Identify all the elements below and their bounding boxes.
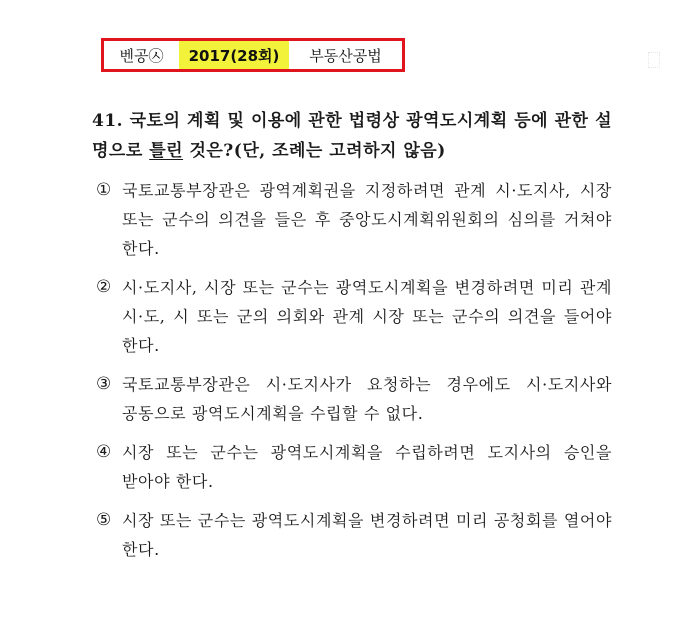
exam-header-tags [101, 38, 405, 72]
question-stem-text-after: 것은?(단, 조례는 고려하지 않음) [183, 141, 446, 161]
question-stem-text-before: 국토의 계획 및 이용에 관한 법령상 광역도시계획 등에 관한 설명으로 [92, 111, 612, 161]
choice-number: ④ [96, 442, 112, 462]
question-stem [92, 106, 612, 166]
choice-number: ③ [96, 374, 112, 394]
question-stem-underlined: 틀린 [149, 141, 184, 161]
choice-number: ⑤ [96, 510, 112, 530]
answer-choice[interactable] [92, 176, 612, 263]
choice-text: 국토교통부장관은 광역계획권을 지정하려면 관계 시·도지사, 시장 또는 군수의 의견을 들은 후 중앙도시계획위원회의 심의를 거쳐야 한다. [122, 181, 612, 258]
choice-text: 국토교통부장관은 시·도지사가 요청하는 경우에도 시·도지사와 공동으로 광역도시계획을 수립할 수 없다. [122, 375, 612, 423]
choice-text: 시·도지사, 시장 또는 군수는 광역도시계획을 변경하려면 미리 관계 시·도, 시 또는 군의 의회와 관계 시장 또는 군수의 의견을 들어야 한다. [122, 278, 612, 355]
subject-tag: 부동산공법 [289, 38, 405, 72]
exam-year-tag: 2017(28회) [179, 38, 289, 72]
scan-artifact [648, 52, 660, 68]
choice-text: 시장 또는 군수는 광역도시계획을 변경하려면 미리 공청회를 열어야 한다. [122, 511, 612, 559]
question-number: 41. [92, 111, 124, 131]
answer-choice[interactable] [92, 438, 612, 496]
question-block [92, 106, 612, 574]
answer-choice[interactable] [92, 370, 612, 428]
answer-choice[interactable] [92, 506, 612, 564]
brand-tag: 벤공㉦ [101, 38, 179, 72]
answer-choices [92, 176, 612, 564]
choice-number: ① [96, 180, 112, 200]
answer-choice[interactable] [92, 273, 612, 360]
choice-number: ② [96, 277, 112, 297]
choice-text: 시장 또는 군수는 광역도시계획을 수립하려면 도지사의 승인을 받아야 한다. [122, 443, 612, 491]
